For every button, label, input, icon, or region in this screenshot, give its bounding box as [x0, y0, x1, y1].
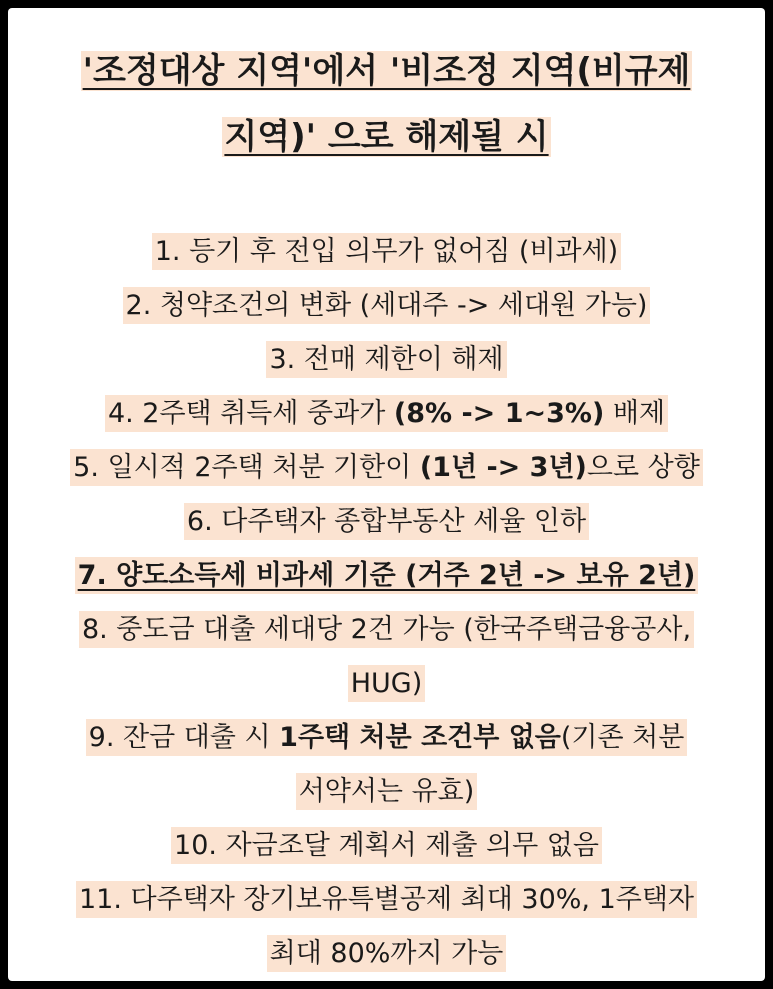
list-item-continuation: 서약서는 유효) — [8, 765, 765, 819]
title-line-1: '조정대상 지역'에서 '비조정 지역(비규제 — [82, 51, 691, 91]
list-item: 10. 자금조달 계획서 제출 의무 없음 — [8, 819, 765, 873]
page-title — [8, 38, 765, 170]
title-line-2: 지역)' 으로 해제될 시 — [224, 117, 549, 157]
list-item: 5. 일시적 2주택 처분 기한이 (1년 -> 3년)으로 상향 — [8, 441, 765, 495]
list-item: 11. 다주택자 장기보유특별공제 최대 30%, 1주택자 — [8, 873, 765, 927]
list-item: 6. 다주택자 종합부동산 세율 인하 — [8, 495, 765, 549]
list-item: 3. 전매 제한이 해제 — [8, 333, 765, 387]
list-item: 2. 청약조건의 변화 (세대주 -> 세대원 가능) — [8, 279, 765, 333]
document-page — [8, 8, 765, 981]
list-item: 9. 잔금 대출 시 1주택 처분 조건부 없음(기존 처분 — [8, 711, 765, 765]
list-item: 8. 중도금 대출 세대당 2건 가능 (한국주택금융공사, — [8, 603, 765, 657]
list-item-continuation: HUG) — [8, 657, 765, 711]
list-item-continuation: 최대 80%까지 가능 — [8, 927, 765, 981]
list-item: 4. 2주택 취득세 중과가 (8% -> 1~3%) 배제 — [8, 387, 765, 441]
benefit-list — [8, 225, 765, 981]
list-item-emphasized: 7. 양도소득세 비과세 기준 (거주 2년 -> 보유 2년) — [8, 549, 765, 603]
list-item: 1. 등기 후 전입 의무가 없어짐 (비과세) — [8, 225, 765, 279]
